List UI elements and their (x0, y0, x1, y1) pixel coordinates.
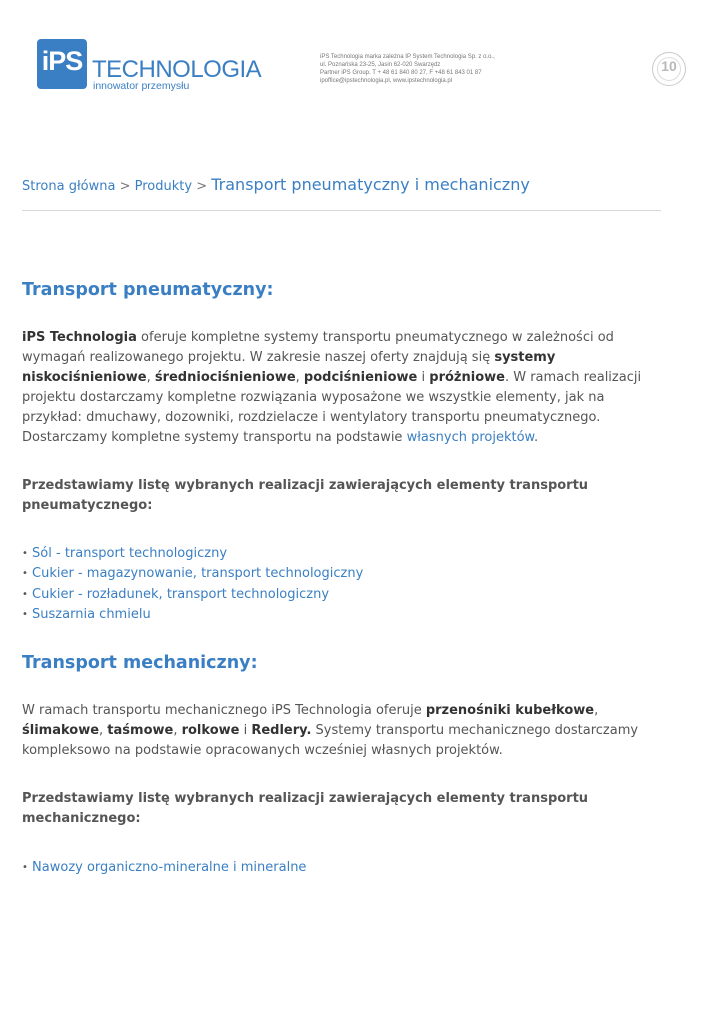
text-run: i (239, 723, 252, 738)
breadcrumb (22, 174, 530, 198)
breadcrumb-separator: > (196, 179, 208, 194)
term-bucket-conveyors: przenośniki kubełkowe (425, 703, 595, 718)
text-run: i (417, 370, 430, 385)
mechanical-list-intro-block (22, 789, 652, 829)
list-item (22, 585, 652, 605)
brand-name: iPS Technologia (22, 330, 137, 345)
pneumatic-paragraph (22, 328, 652, 448)
text-run: , (173, 723, 182, 738)
pneumatic-list-intro: Przedstawiamy listę wybranych realizacji zawierających elementy transportu pneumatycznego: (22, 478, 589, 513)
term-vacuum: próżniowe (429, 370, 505, 385)
list-item (22, 605, 652, 625)
logo-mark (37, 39, 87, 89)
pneumatic-projects-list (22, 544, 652, 625)
company-logo[interactable] (37, 39, 262, 92)
company-info (320, 53, 550, 85)
mechanical-list-intro: Przedstawiamy listę wybranych realizacji zawierających elementy transportu mechanicznego: (22, 791, 589, 826)
term-low-pressure: systemy niskociśnieniowe (22, 350, 556, 385)
text-run: W ramach transportu mechanicznego iPS Technologia oferuje (22, 703, 426, 718)
company-line: ipoffice@ipstechnologia.pl, www.ipstechnologia.pl (320, 78, 453, 84)
project-link[interactable]: Sól - transport technologiczny (32, 546, 228, 561)
term-belt: taśmowe (107, 723, 174, 738)
badge-number: 10 (661, 58, 677, 74)
mechanical-paragraph (22, 701, 652, 761)
anniversary-badge (652, 52, 686, 86)
text-run: Systemy transportu mechanicznego dostarczamy kompleksowo na podstawie opracowanych wcześniej własnych projektów. (22, 723, 639, 758)
term-roller: rolkowe (181, 723, 240, 738)
text-run: . (534, 430, 539, 445)
breadcrumb-products[interactable]: Produkty (134, 179, 193, 194)
logo-name: TECHNOLOGIA (92, 56, 262, 83)
mechanical-projects-list (22, 858, 652, 878)
bullet: • (22, 862, 28, 873)
breadcrumb-separator: > (119, 179, 131, 194)
bullet: • (22, 568, 28, 580)
bullet: • (22, 588, 28, 600)
breadcrumb-home[interactable]: Strona główna (22, 179, 116, 194)
logo-tagline: innowator przemysłu (93, 80, 190, 92)
text-run: . W ramach realizacji projektu dostarczamy kompletne rozwiązania wyposażone we wszystkie elementy, jak na przykład: dmuchawy, dozowniki, rozdzielacze i wentylatory transportu pneumatycznego. Dostarczamy kompletne systemy transportu na podstawie (22, 370, 642, 445)
breadcrumb-current: Transport pneumatyczny i mechaniczny (211, 175, 530, 194)
pneumatic-list-intro-block (22, 476, 652, 516)
bullet: • (22, 548, 28, 559)
section-heading-pneumatic: Transport pneumatyczny: (22, 280, 274, 300)
mechanical-heading-block (22, 652, 652, 674)
section-heading-mechanical: Transport mechaniczny: (22, 653, 258, 673)
project-link[interactable]: Suszarnia chmielu (32, 606, 151, 622)
company-line: Partner iPS Group. T + 48 61 840 80 27, F +48 61 843 01 87 (320, 70, 482, 76)
company-line: iPS Technologia marka zależna IP System Technologia Sp. z o.o., (320, 54, 495, 60)
company-line: ul. Poznańska 23-25, Jasin 62-020 Swarzędz (320, 62, 441, 68)
text-run: , (295, 370, 304, 385)
text-run: , (594, 703, 599, 718)
text-run: , (99, 723, 108, 738)
list-item (22, 544, 652, 564)
own-projects-link[interactable]: własnych projektów (406, 430, 534, 445)
term-medium-pressure: średniociśnieniowe (154, 370, 296, 385)
pneumatic-description (22, 328, 652, 448)
breadcrumb-divider (22, 210, 661, 211)
project-link[interactable]: Nawozy organiczno-mineralne i mineralne (32, 860, 307, 875)
project-link[interactable]: Cukier - rozładunek, transport technologiczny (32, 586, 330, 602)
term-redlers: Redlery. (251, 723, 312, 738)
list-item (22, 564, 652, 584)
bullet: • (22, 608, 28, 620)
text-run: , (146, 370, 155, 385)
term-screw: ślimakowe (22, 723, 100, 738)
mechanical-description (22, 701, 652, 761)
term-negative-pressure: podciśnieniowe (303, 370, 418, 385)
pneumatic-heading-block (22, 279, 652, 301)
list-item (22, 858, 652, 878)
logo-mark-text: iPS (41, 46, 83, 76)
text-run: oferuje kompletne systemy transportu pneumatycznego w zależności od wymagań realizowanego projektu. W zakresie naszej oferty znajdują się (22, 330, 614, 365)
project-link[interactable]: Cukier - magazynowanie, transport technologiczny (32, 566, 364, 582)
